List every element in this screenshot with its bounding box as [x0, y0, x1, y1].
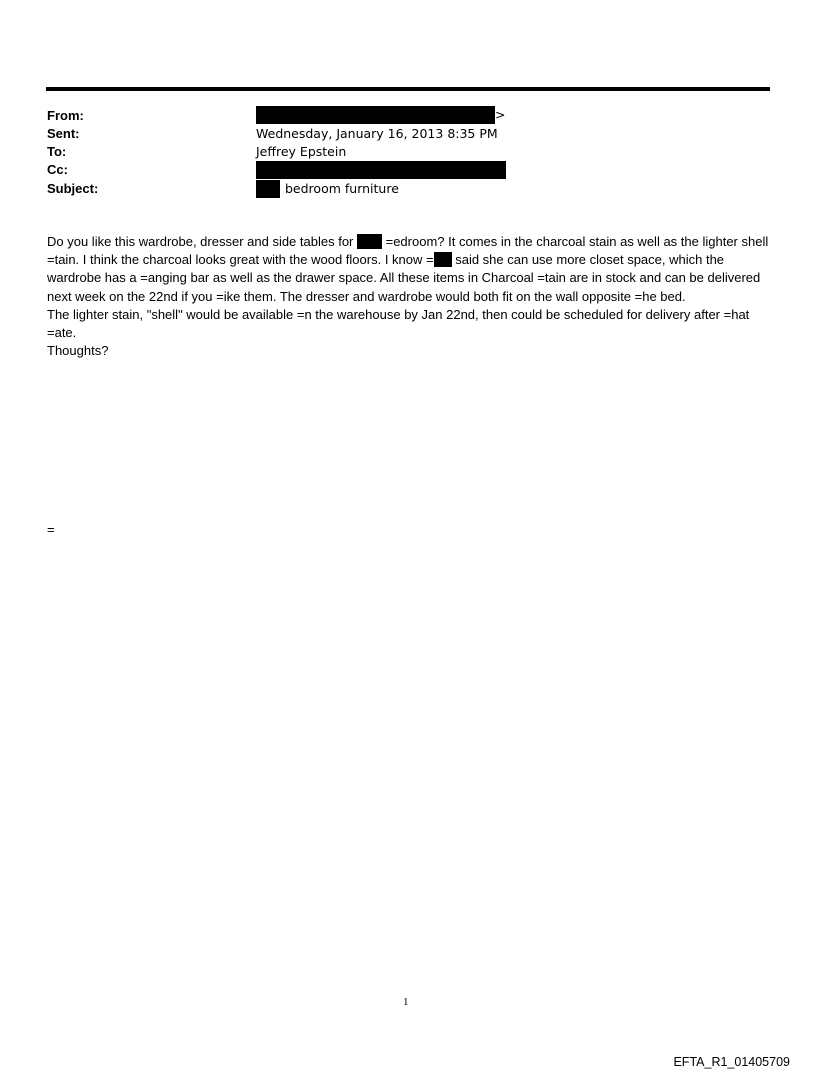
subject-value	[256, 180, 399, 198]
from-value	[256, 106, 505, 124]
from-suffix: >	[495, 107, 506, 122]
redaction-block	[256, 106, 495, 124]
body-paragraph	[47, 233, 772, 306]
redaction-block	[256, 180, 280, 198]
header-rule	[46, 87, 770, 91]
cc-value	[256, 161, 506, 179]
document-id: EFTA_R1_01405709	[673, 1055, 790, 1069]
to-label: To:	[47, 144, 67, 159]
redaction-block	[357, 234, 382, 249]
body-text-segment: said she can use more closet space, which the wardrobe has a =anging bar as well as the drawer space. All these items in Charcoal =tain are in stock and can be delivered next week on the 22nd if you =ike them. The dresser and wardrobe would both fit on the wall opposite =he bed.	[47, 252, 761, 304]
sent-label: Sent:	[47, 126, 80, 141]
from-label: From:	[47, 108, 84, 123]
email-body	[47, 233, 772, 360]
subject-label: Subject:	[47, 181, 99, 196]
subject-text: bedroom furniture	[285, 181, 399, 196]
body-paragraph: The lighter stain, "shell" would be available =n the warehouse by Jan 22nd, then could be scheduled for delivery after =hat =ate.	[47, 306, 750, 341]
body-text-segment: Do you like this wardrobe, dresser and side tables for	[47, 234, 357, 249]
body-text-segment: =edroom? It comes in the charcoal stain as well as the lighter shell =tain. I think the charcoal looks great with the wood floors. I know =	[47, 234, 769, 268]
page-number: 1	[403, 996, 409, 1008]
redaction-block	[256, 161, 506, 179]
redaction-block	[434, 252, 452, 267]
body-paragraph: Thoughts?	[47, 343, 109, 359]
to-value: Jeffrey Epstein	[256, 144, 347, 159]
cc-label: Cc:	[47, 162, 68, 177]
sent-value: Wednesday, January 16, 2013 8:35 PM	[256, 126, 498, 141]
body-trailer: =	[47, 522, 55, 537]
